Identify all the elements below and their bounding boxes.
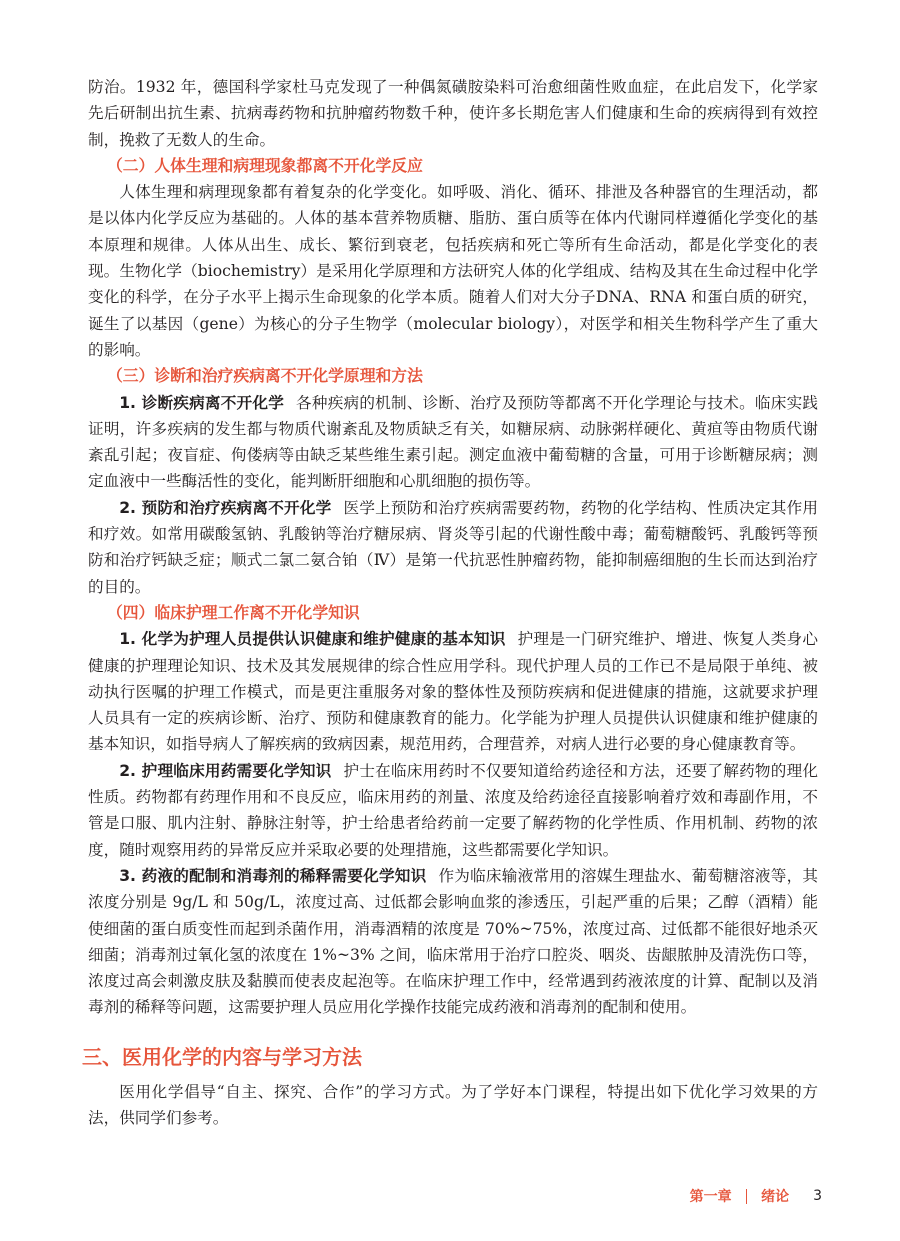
footer-chapter: 第一章 [689,1189,732,1205]
paragraph-diagnosis [88,390,818,495]
paragraph-lead: 3. 药液的配制和消毒剂的稀释需要化学知识 [119,866,427,885]
section-title: 三、医用化学的内容与学习方法 [82,1044,362,1069]
page-number: 3 [813,1188,822,1204]
paragraph-solutions [88,863,818,1021]
footer-divider [746,1189,748,1204]
paragraph-nursing-knowledge [88,626,818,757]
paragraph-lead: 2. 预防和治疗疾病离不开化学 [119,498,332,517]
subheading-4: （四）临床护理工作离不开化学知识 [106,602,360,622]
subheading-2: （二）人体生理和病理现象都离不开化学反应 [106,155,423,175]
paragraph-text: 护士在临床用药时不仅要知道给药途径和方法，还要了解药物的理化性质。药物都有药理作用和不良反应，临床用药的剂量、浓度及给药途径直接影响着疗效和毒副作用，不管是口服、肌内注射、静脉注射等，护士给患者给药前一定要了解药物的化学性质、作用机制、药物的浓度，随时观察用药的异常反应并采取必要的处理措施，这些都需要化学知识。 [88,761,818,859]
paragraph-medication [88,758,818,863]
paragraph-text: 医学上预防和治疗疾病需要药物，药物的化学结构、性质决定其作用和疗效。如常用碳酸氢钠、乳酸钠等治疗糖尿病、肾炎等引起的代谢性酸中毒；葡萄糖酸钙、乳酸钙等预防和治疗钙缺乏症；顺式二氯二氨合铂（Ⅳ）是第一代抗恶性肿瘤药物，能抑制癌细胞的生长而达到治疗的目的。 [88,498,818,596]
paragraph-text: 作为临床输液常用的溶媒生理盐水、葡萄糖溶液等，其浓度分别是 9g/L 和 50g/L，浓度过高、过低都会影响血浆的渗透压，引起严重的后果；乙醇（酒精）能使细菌的蛋白质变性而起到杀菌作用，消毒酒精的浓度是 70%~75%，浓度过高、过低都不能很好地杀灭细菌；消毒剂过氧化氢的浓度在 1%~3% 之间，临床常用于治疗口腔炎、咽炎、齿龈脓肿及清洗伤口等，浓度过高会刺激皮肤及黏膜而使表皮起泡等。在临床护理工作中，经常遇到药液浓度的计算、配制以及消毒剂的稀释等问题，这需要护理人员应用化学操作技能完成药液和消毒剂的配制和使用。 [88,866,818,1017]
paragraph-learning-method: 医用化学倡导“自主、探究、合作”的学习方式。为了学好本门课程，特提出如下优化学习效果的方法，供同学们参考。 [88,1082,818,1127]
page-body [82,74,818,1131]
intro-paragraph: 防治。1932 年，德国科学家杜马克发现了一种偶氮磺胺染料可治愈细菌性败血症，在此启发下，化学家先后研制出抗生素、抗病毒药物和抗肿瘤药物数千种，使许多长期危害人们健康和生命的疾病得到有效控制，挽救了无数人的生命。 [88,78,818,149]
subheading-3: （三）诊断和治疗疾病离不开化学原理和方法 [106,366,423,386]
paragraph-lead: 1. 诊断疾病离不开化学 [119,393,285,412]
paragraph-lead: 2. 护理临床用药需要化学知识 [119,761,332,780]
paragraph-prevention [88,495,818,600]
footer-chapter-title: 绪论 [761,1189,790,1205]
paragraph-text: 护理是一门研究维护、增进、恢复人类身心健康的护理理论知识、技术及其发展规律的综合性应用学科。现代护理人员的工作已不是局限于单纯、被动执行医嘱的护理工作模式，而是更注重服务对象的整体性及预防疾病和促进健康的措施，这就要求护理人员具有一定的疾病诊断、治疗、预防和健康教育的能力。化学能为护理人员提供认识健康和维护健康的基本知识，如指导病人了解疾病的致病因素，规范用药，合理营养，对病人进行必要的身心健康教育等。 [88,630,818,754]
paragraph-text: 各种疾病的机制、诊断、治疗及预防等都离不开化学理论与技术。临床实践证明，许多疾病的发生都与物质代谢紊乱及物质缺乏有关，如糖尿病、动脉粥样硬化、黄疸等由物质代谢紊乱引起；夜盲症、佝偻病等由缺乏某些维生素引起。测定血液中葡萄糖的含量，可用于诊断糖尿病；测定血液中一些酶活性的变化，能判断肝细胞和心肌细胞的损伤等。 [88,393,818,491]
paragraph-lead: 1. 化学为护理人员提供认识健康和维护健康的基本知识 [119,630,506,649]
paragraph-physiology: 人体生理和病理现象都有着复杂的化学变化。如呼吸、消化、循环、排泄及各种器官的生理活动，都是以体内化学反应为基础的。人体的基本营养物质糖、脂肪、蛋白质等在体内代谢同样遵循化学变化的基本原理和规律。人体从出生、成长、繁衍到衰老，包括疾病和死亡等所有生命活动，都是化学变化的表现。生物化学（biochemistry）是采用化学原理和方法研究人体的化学组成、结构及其在生命过程中化学变化的科学，在分子水平上揭示生命现象的化学本质。随着人们对大分子DNA、RNA 和蛋白质的研究，诞生了以基因（gene）为核心的分子生物学（molecular biology），对医学和相关生物科学产生了重大的影响。 [88,183,818,359]
page-footer [690,1186,822,1206]
